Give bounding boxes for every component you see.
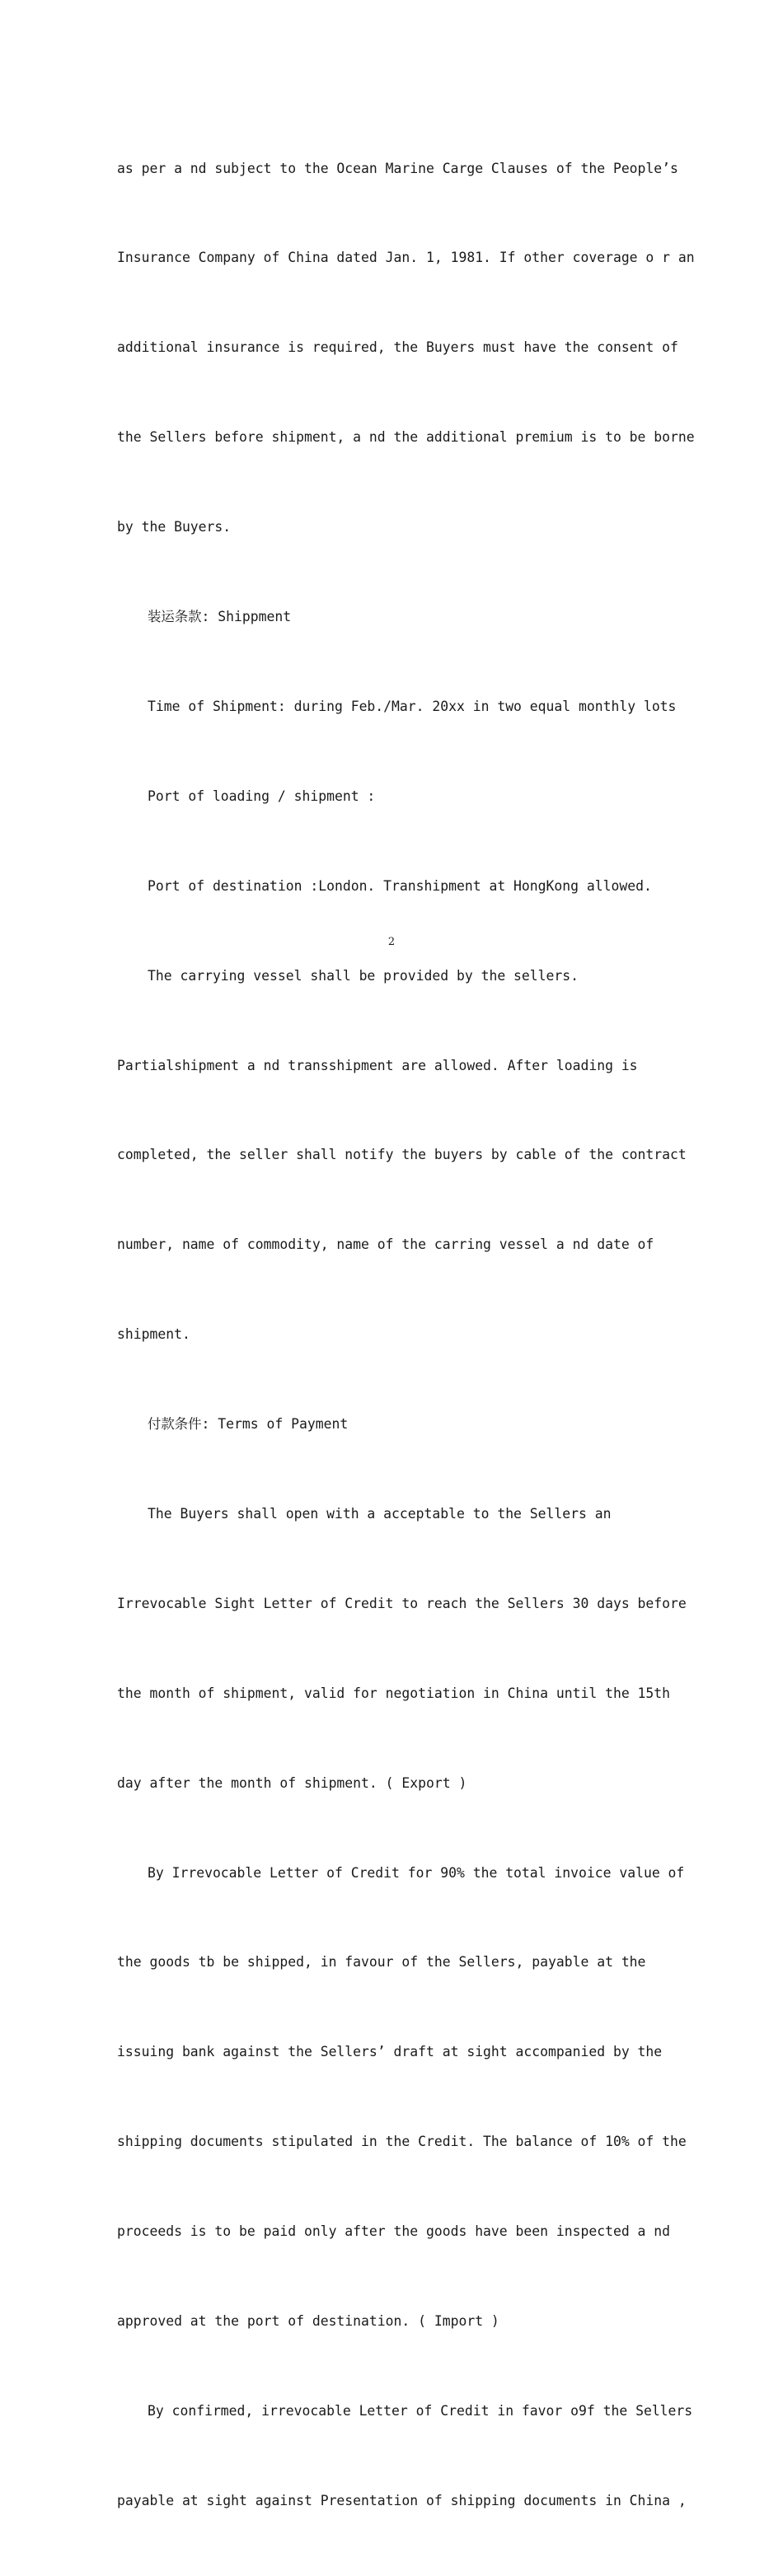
text-line: shipping documents stipulated in the Credit. The balance of 10% of the (117, 2134, 687, 2150)
text-line: additional insurance is required, the Buyers must have the consent of (117, 339, 678, 356)
text-line: as per a nd subject to the Ocean Marine Carge Clauses of the People’s (117, 160, 678, 176)
text-line: Irrevocable Sight Letter of Credit to reach the Sellers 30 days before (117, 1595, 687, 1611)
text-line: Port of destination :London. Transhipment at HongKong allowed. (148, 877, 652, 894)
section-heading-shipment: 装运条款: Shippment (148, 609, 292, 625)
text-line: The carrying vessel shall be provided by the sellers. (148, 967, 579, 984)
text-line: Partialshipment a nd transshipment are allowed. After loading is (117, 1057, 638, 1073)
text-line: the month of shipment, valid for negotiation in China until the 15th (117, 1685, 671, 1701)
text-line: Port of loading / shipment : (148, 788, 376, 804)
document-body (117, 94, 695, 2576)
text-line: shipment. (117, 1326, 190, 1343)
text-line: payable at sight against Presentation of shipping documents in China , (117, 2492, 687, 2508)
text-line: Insurance Company of China dated Jan. 1, 1981. If other coverage o r an (117, 250, 695, 266)
text-line: The Buyers shall open with a acceptable to the Sellers an (148, 1505, 612, 1522)
text-line: approved at the port of destination. ( Import ) (117, 2312, 499, 2329)
text-line: proceeds is to be paid only after the goods have been inspected a nd (117, 2223, 671, 2240)
text-line: Time of Shipment: during Feb./Mar. 20xx in two equal monthly lots (148, 698, 677, 714)
text-line: day after the month of shipment. ( Export ) (117, 1774, 467, 1791)
text-line: completed, the seller shall notify the buyers by cable of the contract (117, 1147, 687, 1163)
text-line: number, name of commodity, name of the carring vessel a nd date of (117, 1237, 654, 1253)
text-line: the goods tb be shipped, in favour of the Sellers, payable at the (117, 1954, 646, 1971)
section-heading-payment: 付款条件: Terms of Payment (148, 1416, 349, 1433)
text-line: the Sellers before shipment, a nd the additional premium is to be borne (117, 429, 695, 446)
text-line: issuing bank against the Sellers’ draft at sight accompanied by the (117, 2044, 663, 2060)
text-line: by the Buyers. (117, 519, 232, 535)
text-line: By Irrevocable Letter of Credit for 90% the total invoice value of (148, 1864, 685, 1881)
text-line: By confirmed, irrevocable Letter of Credit in favor o9f the Sellers (148, 2402, 693, 2419)
page-number: 2 (387, 936, 396, 948)
